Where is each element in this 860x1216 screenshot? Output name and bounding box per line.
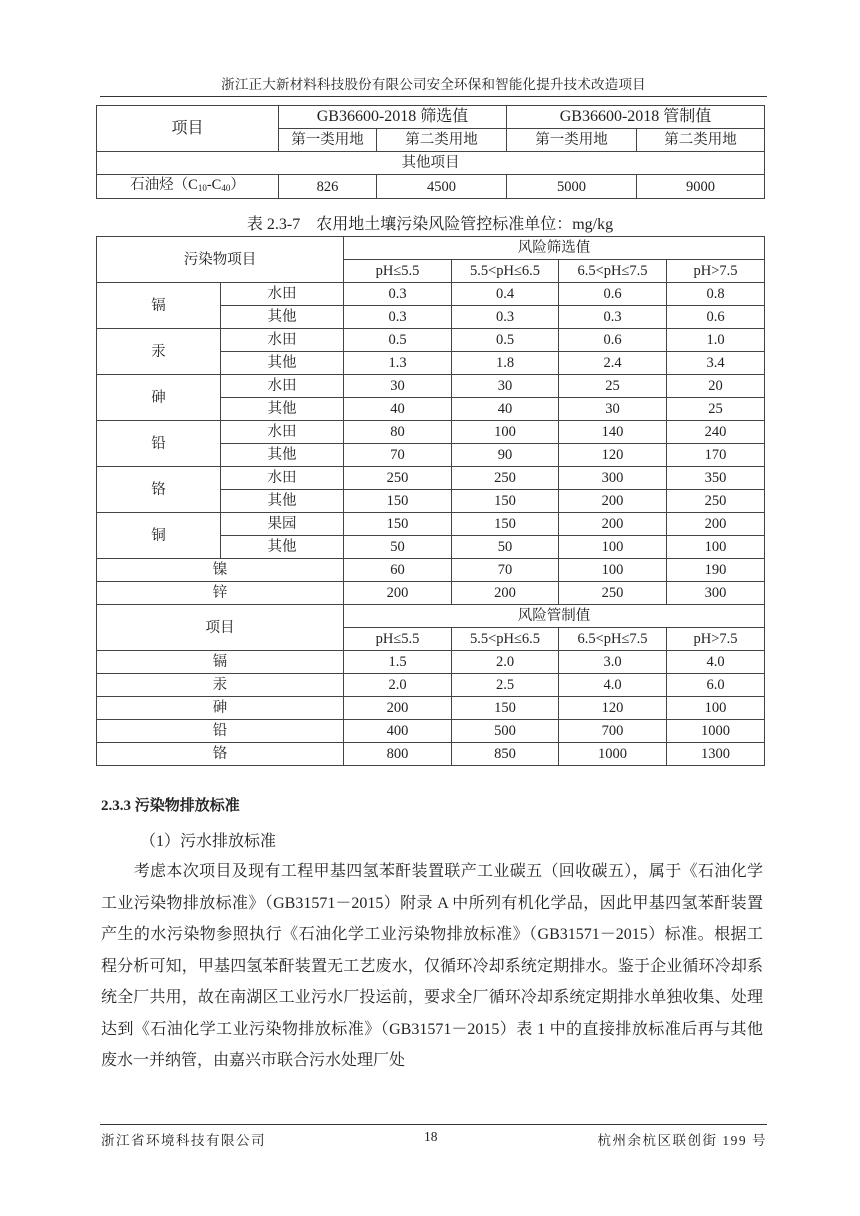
cell-value: 0.6: [559, 283, 667, 306]
ph-header: 5.5<pH≤6.5: [452, 628, 559, 651]
cell-value: 300: [559, 467, 667, 490]
cell-value: 1.5: [344, 651, 452, 674]
pollutant-name: 铅: [97, 720, 344, 743]
cell-value: 30: [452, 375, 559, 398]
cell-value: 0.4: [452, 283, 559, 306]
pollutant-name: 砷: [97, 697, 344, 720]
pollutant-name: 砷: [97, 375, 221, 421]
cell-value: 0.3: [344, 283, 452, 306]
screening-value-header: GB36600-2018 筛选值: [279, 106, 507, 129]
cell-value: 25: [667, 398, 765, 421]
cell-value: 200: [344, 697, 452, 720]
cell-value: 100: [667, 697, 765, 720]
table-row: [97, 720, 765, 743]
pollutant-name: 镉: [97, 283, 221, 329]
cell-value: 240: [667, 421, 765, 444]
cell-value: 150: [452, 697, 559, 720]
cell-value: 0.6: [667, 306, 765, 329]
cell-value: 0.6: [559, 329, 667, 352]
land-use-type: 其他: [221, 352, 344, 375]
cell-value: 200: [559, 513, 667, 536]
cell-value: 300: [667, 582, 765, 605]
cell-value: 200: [667, 513, 765, 536]
body-paragraph: 考虑本次项目及现有工程甲基四氢苯酐装置联产工业碳五（回收碳五），属于《石油化学工业污染物排放标准》（GB31571－2015）附录 A 中所列有机化学品，因此甲基四氢苯酐装置产生的水污染物参照执行《石油化学工业污染物排放标准》（GB31571－2015）标准。根据工程分析可知，甲基四氢苯酐装置无工艺废水，仅循环冷却系统定期排水。鉴于企业循环冷却系统全厂共用，故在南湖区工业污水厂投运前，要求全厂循环冷却系统定期排水单独收集、处理达到《石油化学工业污染物排放标准》（GB31571－2015）表 1 中的直接排放标准后再与其他废水一并纳管，由嘉兴市联合污水处理厂处: [101, 863, 763, 1069]
cell-value: 4500: [377, 175, 507, 199]
table-row: [97, 582, 765, 605]
cell-value: 500: [452, 720, 559, 743]
cell-value: 1.0: [667, 329, 765, 352]
cell-value: 150: [452, 490, 559, 513]
cell-value: 50: [344, 536, 452, 559]
table-caption: 表 2.3-7 农用地土壤污染风险管控标准单位：mg/kg: [246, 216, 614, 233]
section-heading: 2.3.3 污染物排放标准: [101, 798, 240, 814]
cell-value: 70: [344, 444, 452, 467]
table-row: [97, 697, 765, 720]
land-use-type: 其他: [221, 536, 344, 559]
pollutant-name: 镉: [97, 651, 344, 674]
cell-value: 250: [559, 582, 667, 605]
cell-value: 250: [344, 467, 452, 490]
cell-value: 6.0: [667, 674, 765, 697]
table-row: [97, 743, 765, 766]
cell-value: 0.3: [452, 306, 559, 329]
ph-header: pH>7.5: [667, 628, 765, 651]
cell-value: 0.3: [559, 306, 667, 329]
cell-value: 350: [667, 467, 765, 490]
land-type-header: 第二类用地: [637, 129, 765, 152]
row-label: 石油烃$(C_{10}-C_{40})$: [97, 175, 279, 199]
cell-value: 2.0: [344, 674, 452, 697]
item-header: 项目: [97, 605, 344, 651]
cell-value: 120: [559, 697, 667, 720]
table-row: [97, 467, 765, 490]
cell-value: 20: [667, 375, 765, 398]
pollutant-name: 锌: [97, 582, 344, 605]
pollutant-name: 汞: [97, 329, 221, 375]
table-row: [97, 513, 765, 536]
cell-value: 30: [344, 375, 452, 398]
cell-value: 4.0: [559, 674, 667, 697]
table-row: [97, 375, 765, 398]
pollutant-name: 镍: [97, 559, 344, 582]
cell-value: 1000: [559, 743, 667, 766]
pollutant-name: 汞: [97, 674, 344, 697]
land-use-type: 水田: [221, 329, 344, 352]
cell-value: 800: [344, 743, 452, 766]
cell-value: 200: [344, 582, 452, 605]
land-use-type: 水田: [221, 283, 344, 306]
cell-value: 3.0: [559, 651, 667, 674]
table-row: [97, 175, 765, 199]
table-row: [97, 329, 765, 352]
section-label: 其他项目: [97, 152, 765, 175]
cell-value: 400: [344, 720, 452, 743]
cell-value: 80: [344, 421, 452, 444]
cell-value: 150: [344, 490, 452, 513]
ph-header: pH≤5.5: [344, 628, 452, 651]
cell-value: 0.5: [452, 329, 559, 352]
cell-value: 100: [559, 536, 667, 559]
pollutant-name: 铅: [97, 421, 221, 467]
page-number: 18: [424, 1129, 438, 1144]
land-use-type: 水田: [221, 421, 344, 444]
cell-value: 700: [559, 720, 667, 743]
cell-value: 60: [344, 559, 452, 582]
cell-value: 5000: [507, 175, 637, 199]
land-use-type: 果园: [221, 513, 344, 536]
cell-value: 50: [452, 536, 559, 559]
cell-value: 40: [452, 398, 559, 421]
pollutant-name: 铜: [97, 513, 221, 559]
table-row: [97, 421, 765, 444]
land-use-type: 其他: [221, 398, 344, 421]
item-header: 污染物项目: [97, 237, 344, 283]
soil-standard-table-continued: [96, 105, 765, 199]
cell-value: 1300: [667, 743, 765, 766]
land-use-type: 其他: [221, 490, 344, 513]
land-type-header: 第一类用地: [279, 129, 377, 152]
running-header: 浙江正大新材料科技股份有限公司安全环保和智能化提升技术改造项目: [221, 77, 646, 92]
land-use-type: 水田: [221, 375, 344, 398]
cell-value: 2.0: [452, 651, 559, 674]
cell-value: 30: [559, 398, 667, 421]
cell-value: 850: [452, 743, 559, 766]
control-value-header: GB36600-2018 管制值: [507, 106, 765, 129]
cell-value: 2.4: [559, 352, 667, 375]
cell-value: 140: [559, 421, 667, 444]
table-row: [97, 674, 765, 697]
cell-value: 200: [559, 490, 667, 513]
cell-value: 4.0: [667, 651, 765, 674]
table-row: [97, 559, 765, 582]
control-value-header: 风险管制值: [344, 605, 765, 628]
land-use-type: 其他: [221, 306, 344, 329]
land-type-header: 第二类用地: [377, 129, 507, 152]
cell-value: 70: [452, 559, 559, 582]
cell-value: 1.3: [344, 352, 452, 375]
cell-value: 0.8: [667, 283, 765, 306]
cell-value: 2.5: [452, 674, 559, 697]
ph-header: pH≤5.5: [344, 260, 452, 283]
ph-header: 5.5<pH≤6.5: [452, 260, 559, 283]
cell-value: 100: [452, 421, 559, 444]
land-type-header: 第一类用地: [507, 129, 637, 152]
cell-value: 1000: [667, 720, 765, 743]
ph-header: 6.5<pH≤7.5: [559, 628, 667, 651]
pollutant-name: 铬: [97, 467, 221, 513]
cell-value: 1.8: [452, 352, 559, 375]
cell-value: 190: [667, 559, 765, 582]
land-use-type: 水田: [221, 467, 344, 490]
cell-value: 90: [452, 444, 559, 467]
footer-company: 浙江省环境科技有限公司: [101, 1133, 266, 1148]
cell-value: 100: [667, 536, 765, 559]
cell-value: 100: [559, 559, 667, 582]
cell-value: 0.3: [344, 306, 452, 329]
cell-value: 150: [344, 513, 452, 536]
cell-value: 250: [667, 490, 765, 513]
cell-value: 25: [559, 375, 667, 398]
pollutant-name: 铬: [97, 743, 344, 766]
cell-value: 200: [452, 582, 559, 605]
footer-address: 杭州余杭区联创街 199 号: [597, 1133, 767, 1148]
header-rule: [100, 96, 767, 97]
cell-value: 120: [559, 444, 667, 467]
footer-rule: [100, 1124, 767, 1125]
ph-header: 6.5<pH≤7.5: [559, 260, 667, 283]
cell-value: 40: [344, 398, 452, 421]
subsection-heading: （1）污水排放标准: [140, 833, 277, 850]
cell-value: 250: [452, 467, 559, 490]
cell-value: 9000: [637, 175, 765, 199]
land-use-type: 其他: [221, 444, 344, 467]
cell-value: 826: [279, 175, 377, 199]
ph-header: pH>7.5: [667, 260, 765, 283]
table-row: [97, 651, 765, 674]
cell-value: 0.5: [344, 329, 452, 352]
item-header: 项目: [97, 106, 279, 152]
cell-value: 3.4: [667, 352, 765, 375]
cell-value: 170: [667, 444, 765, 467]
table-row: [97, 283, 765, 306]
agricultural-soil-risk-table: [96, 236, 765, 766]
screening-value-header: 风险筛选值: [344, 237, 765, 260]
cell-value: 150: [452, 513, 559, 536]
